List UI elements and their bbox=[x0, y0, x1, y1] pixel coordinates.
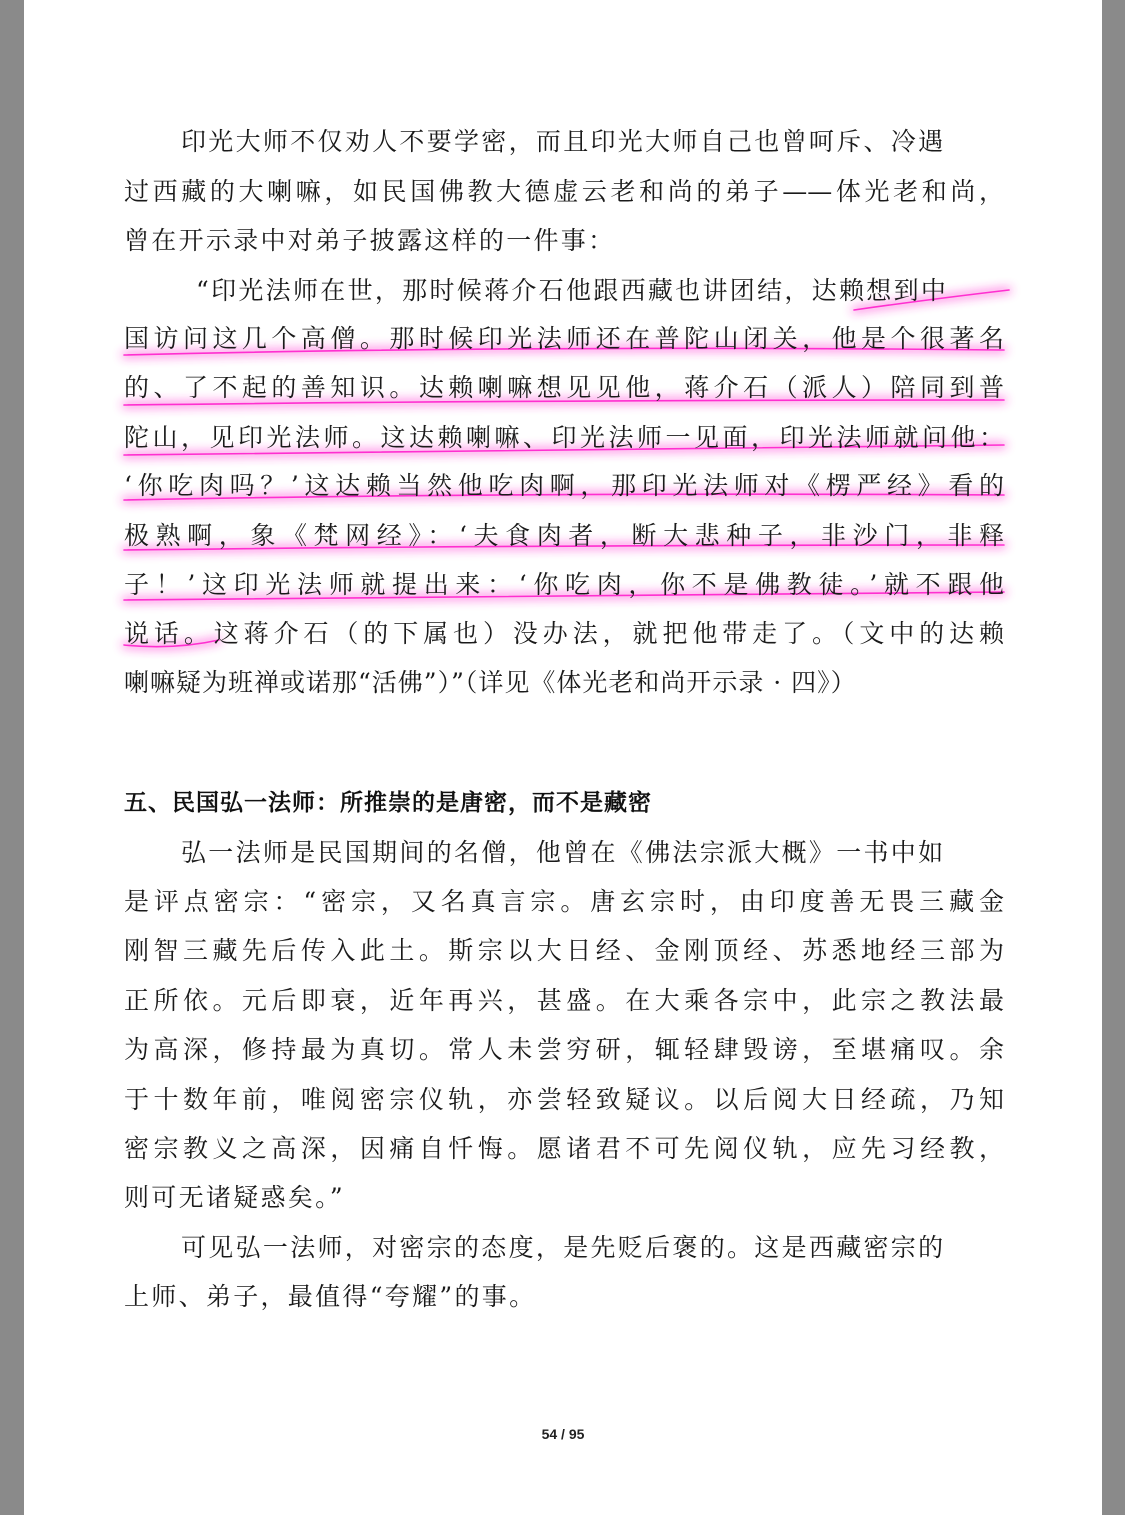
quote-line: 的、了不起的善知识。达赖喇嘛想见见他，蒋介石（派人）陪同到普 bbox=[124, 373, 1004, 402]
paragraph-line: 过西藏的大喇嘛，如民国佛教大德虚云老和尚的弟子——体光老和尚， bbox=[124, 177, 1004, 206]
quote-line: 极熟啊，象《梵网经》：‘夫食肉者，断大悲种子，非沙门，非释 bbox=[124, 521, 1004, 550]
document-page bbox=[24, 0, 1102, 1515]
quote-line: 喇嘛疑为班禅或诺那“活佛”）”（详见《体光老和尚开示录 · 四》） bbox=[124, 668, 857, 697]
section-line: 正所依。元后即衰，近年再兴，甚盛。在大乘各宗中，此宗之教法最 bbox=[124, 986, 1004, 1015]
section-line: 为高深，修持最为真切。常人未尝穷研，辄轻肆毁谤，至堪痛叹。余 bbox=[124, 1035, 1004, 1064]
quote-line: 说话。这蒋介石（的下属也）没办法，就把他带走了。（文中的达赖 bbox=[124, 619, 1004, 648]
quote-line: ‘你吃肉吗？’这达赖当然他吃肉啊，那印光法师对《楞严经》看的 bbox=[124, 471, 1004, 500]
quote-line: 国访问这几个高僧。那时候印光法师还在普陀山闭关，他是个很著名 bbox=[124, 324, 1004, 353]
closing-line: 可见弘一法师，对密宗的态度，是先贬后褒的。这是西藏密宗的 bbox=[181, 1233, 946, 1262]
closing-line: 上师、弟子，最值得“夸耀”的事。 bbox=[124, 1282, 537, 1311]
paragraph-line: 印光大师不仅劝人不要学密，而且印光大师自己也曾呵斥、冷遇 bbox=[181, 127, 946, 156]
page-number: 54 / 95 bbox=[541, 1426, 585, 1442]
quote-line: “印光法师在世，那时候蒋介石他跟西藏也讲团结，达赖想到中 bbox=[196, 276, 949, 305]
section-line: 密宗教义之高深，因痛自忏悔。愿诸君不可先阅仪轨，应先习经教， bbox=[124, 1134, 1004, 1163]
quote-line: 子！’这印光法师就提出来：‘你吃肉，你不是佛教徒。’就不跟他 bbox=[124, 570, 1004, 599]
section-heading: 五、民国弘一法师：所推崇的是唐密，而不是藏密 bbox=[124, 790, 652, 816]
right-margin-frame bbox=[1102, 0, 1125, 1515]
section-line: 弘一法师是民国期间的名僧，他曾在《佛法宗派大概》一书中如 bbox=[181, 838, 946, 867]
paragraph-line: 曾在开示录中对弟子披露这样的一件事： bbox=[124, 226, 616, 255]
quote-line: 陀山，见印光法师。这达赖喇嘛、印光法师一见面，印光法师就问他： bbox=[124, 423, 1004, 452]
section-line: 是评点密宗：“密宗，又名真言宗。唐玄宗时，由印度善无畏三藏金 bbox=[124, 887, 1004, 916]
section-line: 刚智三藏先后传入此土。斯宗以大日经、金刚顶经、苏悉地经三部为 bbox=[124, 936, 1004, 965]
section-line: 则可无诸疑惑矣。” bbox=[124, 1183, 345, 1212]
section-line: 于十数年前，唯阅密宗仪轨，亦尝轻致疑议。以后阅大日经疏，乃知 bbox=[124, 1085, 1004, 1114]
